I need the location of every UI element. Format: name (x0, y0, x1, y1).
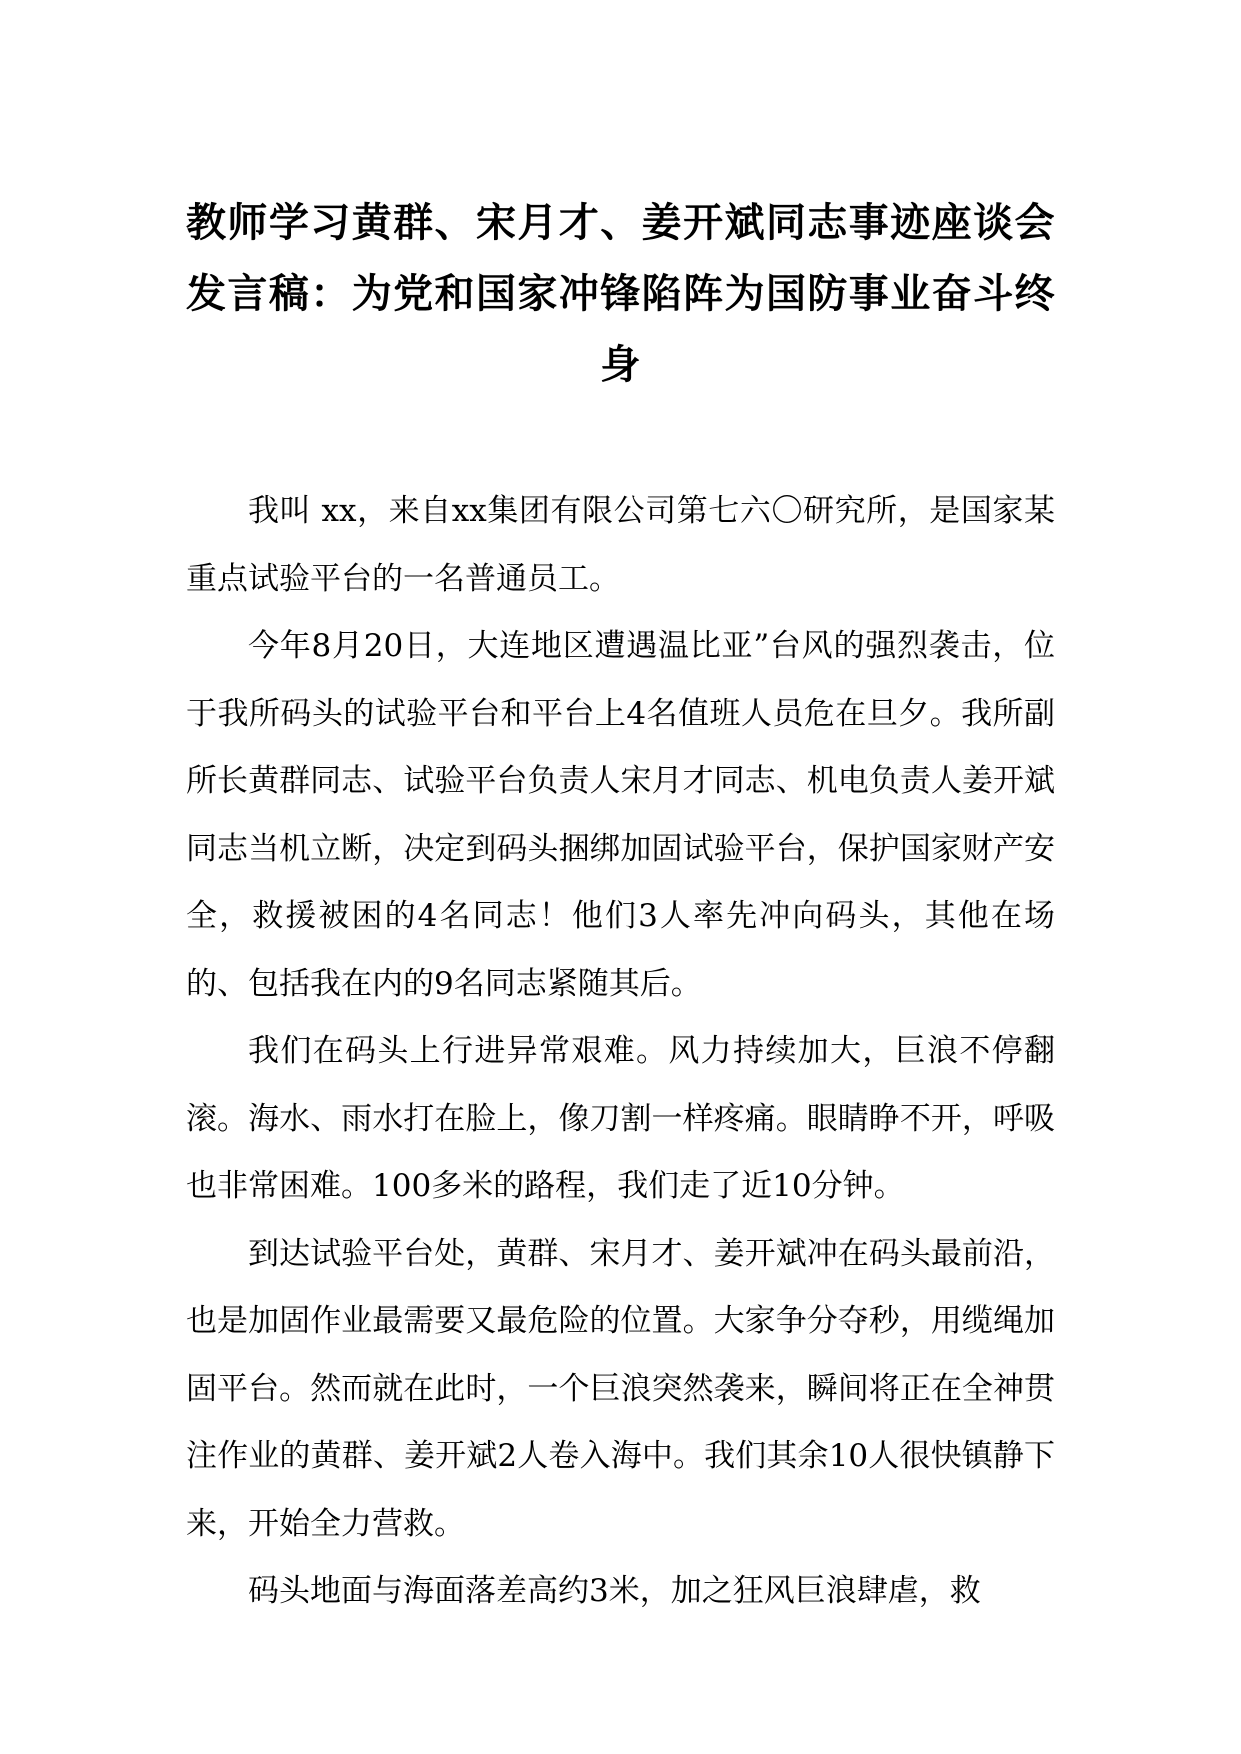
paragraph-4: 到达试验平台处，黄群、宋月才、姜开斌冲在码头最前沿，也是加固作业最需要又最危险的位置。大家争分夺秒，用缆绳加固平台。然而就在此时，一个巨浪突然袭来，瞬间将正在全神贯注作业的黄群、姜开斌2人卷入海中。我们其余10人很快镇静下来，开始全力营救。 (186, 1235, 1055, 1542)
paragraph-3: 我们在码头上行进异常艰难。风力持续加大，巨浪不停翻滚。海水、雨水打在脸上，像刀割一样疼痛。眼睛睁不开，呼吸也非常困难。100多米的路程，我们走了近10分钟。 (186, 1033, 1055, 1204)
document-title: 教师学习黄群、宋月才、姜开斌同志事迹座谈会发言稿：为党和国家冲锋陷阵为国防事业奋斗终身 (186, 200, 1055, 388)
paragraph-1: 我叫 xx，来自xx集团有限公司第七六〇研究所，是国家某重点试验平台的一名普通员工。 (186, 493, 1055, 597)
paragraph-5: 码头地面与海面落差高约3米，加之狂风巨浪肆虐，救 (248, 1573, 981, 1609)
document-body (186, 478, 1055, 1626)
paragraph-2: 今年8月20日，大连地区遭遇温比亚”台风的强烈袭击，位于我所码头的试验平台和平台上4名值班人员危在旦夕。我所副所长黄群同志、试验平台负责人宋月才同志、机电负责人姜开斌同志当机立断，决定到码头捆绑加固试验平台，保护国家财产安全，救援被困的4名同志！他们3人率先冲向码头，其他在场的、包括我在内的9名同志紧随其后。 (186, 628, 1055, 1002)
